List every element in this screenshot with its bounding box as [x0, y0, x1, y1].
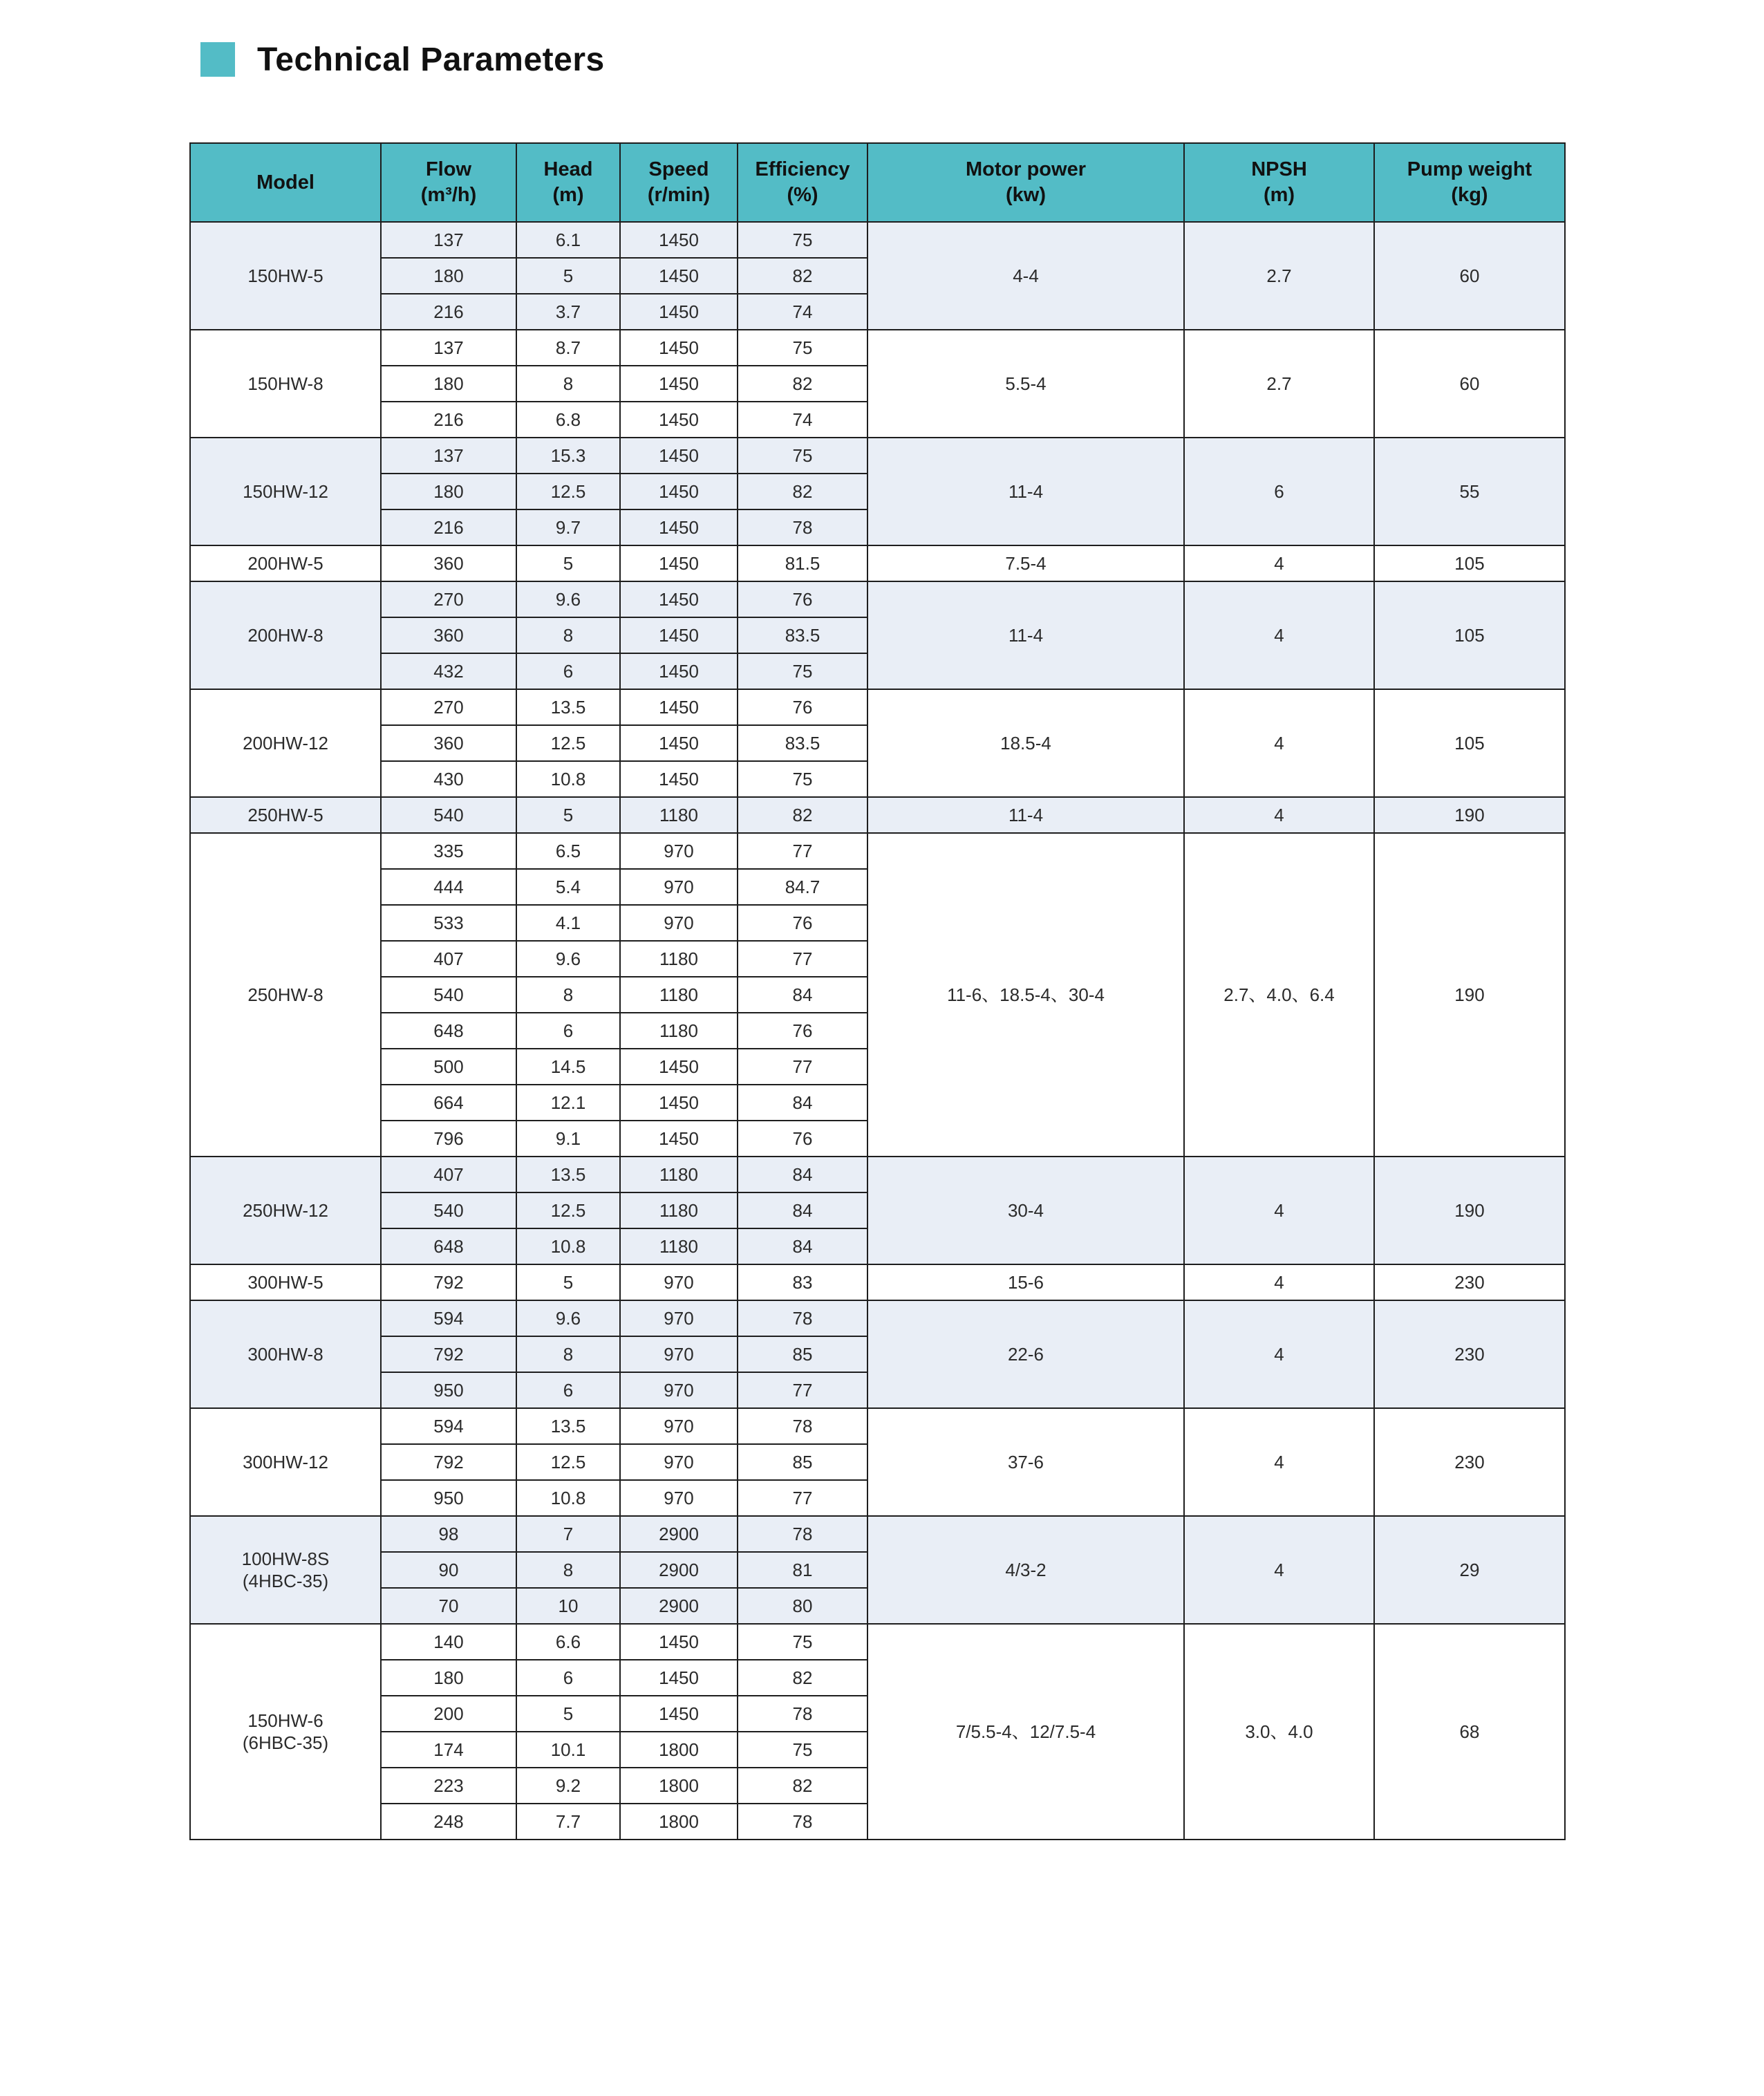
speed-cell: 1450 [620, 1121, 738, 1157]
speed-cell: 970 [620, 1372, 738, 1408]
speed-cell: 970 [620, 1336, 738, 1372]
head-cell: 8 [516, 1552, 620, 1588]
efficiency-cell: 84 [738, 977, 867, 1013]
speed-cell: 1180 [620, 1013, 738, 1049]
efficiency-cell: 76 [738, 1013, 867, 1049]
speed-cell: 1450 [620, 474, 738, 509]
efficiency-cell: 77 [738, 941, 867, 977]
pump-weight-cell: 230 [1374, 1264, 1565, 1300]
head-cell: 6 [516, 1013, 620, 1049]
model-name: 250HW-5 [247, 805, 323, 825]
model-alias: (4HBC-35) [242, 1571, 329, 1591]
model-name: 200HW-8 [247, 625, 323, 646]
model-name: 250HW-12 [243, 1200, 328, 1221]
head-cell: 9.1 [516, 1121, 620, 1157]
model-cell [190, 1157, 381, 1264]
head-cell: 15.3 [516, 438, 620, 474]
model-name: 300HW-12 [243, 1452, 328, 1472]
flow-cell: 180 [381, 366, 516, 402]
technical-parameters-table [189, 142, 1566, 1840]
efficiency-cell: 82 [738, 258, 867, 294]
speed-cell: 1450 [620, 509, 738, 545]
head-cell: 12.5 [516, 1444, 620, 1480]
head-cell: 5 [516, 545, 620, 581]
speed-cell: 1180 [620, 977, 738, 1013]
motor-power-cell: 11-4 [867, 581, 1184, 689]
head-cell: 6.8 [516, 402, 620, 438]
model-name: 150HW-5 [247, 265, 323, 286]
flow-cell: 792 [381, 1336, 516, 1372]
npsh-cell: 2.7 [1184, 330, 1374, 438]
npsh-cell: 4 [1184, 545, 1374, 581]
head-cell: 8 [516, 617, 620, 653]
model-cell [190, 1624, 381, 1840]
pump-weight-cell: 190 [1374, 797, 1565, 833]
speed-cell: 1450 [620, 761, 738, 797]
speed-cell: 1450 [620, 581, 738, 617]
head-cell: 8 [516, 1336, 620, 1372]
flow-cell: 200 [381, 1696, 516, 1732]
flow-cell: 796 [381, 1121, 516, 1157]
speed-cell: 1180 [620, 1192, 738, 1228]
head-cell: 5 [516, 1264, 620, 1300]
speed-cell: 1450 [620, 545, 738, 581]
table-row [190, 545, 1565, 581]
speed-cell: 1450 [620, 1660, 738, 1696]
speed-cell: 1450 [620, 366, 738, 402]
pump-weight-cell: 60 [1374, 330, 1565, 438]
table-row [190, 222, 1565, 258]
flow-cell: 792 [381, 1264, 516, 1300]
head-cell: 10.8 [516, 1480, 620, 1516]
model-name: 250HW-8 [247, 984, 323, 1005]
efficiency-cell: 75 [738, 1624, 867, 1660]
head-cell: 9.6 [516, 941, 620, 977]
speed-cell: 1450 [620, 222, 738, 258]
header-model: Model [190, 143, 381, 222]
page-header [200, 40, 605, 79]
head-cell: 9.6 [516, 581, 620, 617]
head-cell: 13.5 [516, 1408, 620, 1444]
head-cell: 8.7 [516, 330, 620, 366]
flow-cell: 500 [381, 1049, 516, 1085]
flow-cell: 216 [381, 294, 516, 330]
npsh-cell: 4 [1184, 1408, 1374, 1516]
speed-cell: 1450 [620, 438, 738, 474]
head-cell: 12.1 [516, 1085, 620, 1121]
efficiency-cell: 84 [738, 1228, 867, 1264]
model-name: 150HW-12 [243, 481, 328, 502]
model-name: 300HW-5 [247, 1272, 323, 1293]
efficiency-cell: 78 [738, 1804, 867, 1840]
model-cell [190, 545, 381, 581]
flow-cell: 407 [381, 941, 516, 977]
efficiency-cell: 84 [738, 1192, 867, 1228]
table-row [190, 1516, 1565, 1552]
table-row [190, 689, 1565, 725]
speed-cell: 970 [620, 1300, 738, 1336]
model-cell [190, 833, 381, 1157]
flow-cell: 335 [381, 833, 516, 869]
flow-cell: 70 [381, 1588, 516, 1624]
npsh-cell: 2.7、4.0、6.4 [1184, 833, 1374, 1157]
table-body [190, 222, 1565, 1840]
motor-power-cell: 11-4 [867, 797, 1184, 833]
efficiency-cell: 74 [738, 294, 867, 330]
efficiency-cell: 77 [738, 1480, 867, 1516]
head-cell: 12.5 [516, 725, 620, 761]
motor-power-cell: 5.5-4 [867, 330, 1184, 438]
efficiency-cell: 77 [738, 1049, 867, 1085]
efficiency-cell: 75 [738, 330, 867, 366]
efficiency-cell: 76 [738, 581, 867, 617]
speed-cell: 2900 [620, 1516, 738, 1552]
efficiency-cell: 77 [738, 1372, 867, 1408]
flow-cell: 594 [381, 1408, 516, 1444]
efficiency-cell: 78 [738, 1300, 867, 1336]
head-cell: 5 [516, 797, 620, 833]
flow-cell: 444 [381, 869, 516, 905]
model-cell [190, 689, 381, 797]
speed-cell: 1450 [620, 330, 738, 366]
head-cell: 4.1 [516, 905, 620, 941]
header-head: Head (m) [516, 143, 620, 222]
flow-cell: 594 [381, 1300, 516, 1336]
pump-weight-cell: 230 [1374, 1408, 1565, 1516]
head-cell: 10.8 [516, 1228, 620, 1264]
flow-cell: 360 [381, 617, 516, 653]
table-row [190, 330, 1565, 366]
flow-cell: 360 [381, 725, 516, 761]
pump-weight-cell: 190 [1374, 1157, 1565, 1264]
head-cell: 12.5 [516, 1192, 620, 1228]
speed-cell: 970 [620, 1408, 738, 1444]
head-cell: 9.2 [516, 1768, 620, 1804]
flow-cell: 270 [381, 581, 516, 617]
speed-cell: 2900 [620, 1552, 738, 1588]
efficiency-cell: 82 [738, 474, 867, 509]
head-cell: 6.1 [516, 222, 620, 258]
efficiency-cell: 75 [738, 653, 867, 689]
head-cell: 7.7 [516, 1804, 620, 1840]
flow-cell: 180 [381, 258, 516, 294]
page-title: Technical Parameters [257, 41, 605, 78]
flow-cell: 140 [381, 1624, 516, 1660]
flow-cell: 270 [381, 689, 516, 725]
table-row [190, 1264, 1565, 1300]
head-cell: 7 [516, 1516, 620, 1552]
efficiency-cell: 78 [738, 1408, 867, 1444]
model-alias: (6HBC-35) [242, 1732, 329, 1753]
model-cell [190, 438, 381, 545]
pump-weight-cell: 190 [1374, 833, 1565, 1157]
efficiency-cell: 74 [738, 402, 867, 438]
flow-cell: 648 [381, 1013, 516, 1049]
head-cell: 6 [516, 1660, 620, 1696]
speed-cell: 2900 [620, 1588, 738, 1624]
table-row [190, 797, 1565, 833]
speed-cell: 970 [620, 869, 738, 905]
motor-power-cell: 4-4 [867, 222, 1184, 330]
speed-cell: 1180 [620, 797, 738, 833]
model-cell [190, 1300, 381, 1408]
head-cell: 8 [516, 366, 620, 402]
npsh-cell: 4 [1184, 797, 1374, 833]
motor-power-cell: 7.5-4 [867, 545, 1184, 581]
efficiency-cell: 83 [738, 1264, 867, 1300]
motor-power-cell: 22-6 [867, 1300, 1184, 1408]
speed-cell: 1180 [620, 1157, 738, 1192]
head-cell: 9.7 [516, 509, 620, 545]
efficiency-cell: 76 [738, 905, 867, 941]
model-name: 200HW-12 [243, 733, 328, 754]
flow-cell: 533 [381, 905, 516, 941]
table-row [190, 1157, 1565, 1192]
efficiency-cell: 75 [738, 222, 867, 258]
flow-cell: 137 [381, 222, 516, 258]
motor-power-cell: 7/5.5-4、12/7.5-4 [867, 1624, 1184, 1840]
pump-weight-cell: 60 [1374, 222, 1565, 330]
efficiency-cell: 82 [738, 366, 867, 402]
table-row [190, 1408, 1565, 1444]
model-name: 150HW-6 [247, 1710, 323, 1731]
header-speed: Speed (r/min) [620, 143, 738, 222]
speed-cell: 1800 [620, 1804, 738, 1840]
flow-cell: 223 [381, 1768, 516, 1804]
head-cell: 6.5 [516, 833, 620, 869]
head-cell: 10.1 [516, 1732, 620, 1768]
flow-cell: 950 [381, 1372, 516, 1408]
model-cell [190, 581, 381, 689]
header-npsh: NPSH (m) [1184, 143, 1374, 222]
efficiency-cell: 75 [738, 438, 867, 474]
npsh-cell: 4 [1184, 1264, 1374, 1300]
efficiency-cell: 75 [738, 761, 867, 797]
flow-cell: 664 [381, 1085, 516, 1121]
pump-weight-cell: 55 [1374, 438, 1565, 545]
table-header-row [190, 143, 1565, 222]
title-marker-square [200, 42, 235, 77]
flow-cell: 180 [381, 1660, 516, 1696]
flow-cell: 248 [381, 1804, 516, 1840]
model-cell [190, 222, 381, 330]
npsh-cell: 3.0、4.0 [1184, 1624, 1374, 1840]
flow-cell: 407 [381, 1157, 516, 1192]
flow-cell: 430 [381, 761, 516, 797]
motor-power-cell: 4/3-2 [867, 1516, 1184, 1624]
speed-cell: 1450 [620, 1696, 738, 1732]
head-cell: 10 [516, 1588, 620, 1624]
table-row [190, 1624, 1565, 1660]
npsh-cell: 4 [1184, 1157, 1374, 1264]
head-cell: 10.8 [516, 761, 620, 797]
flow-cell: 98 [381, 1516, 516, 1552]
header-motor-power: Motor power (kw) [867, 143, 1184, 222]
head-cell: 6 [516, 653, 620, 689]
motor-power-cell: 37-6 [867, 1408, 1184, 1516]
speed-cell: 1800 [620, 1732, 738, 1768]
efficiency-cell: 77 [738, 833, 867, 869]
model-cell [190, 1408, 381, 1516]
pump-weight-cell: 230 [1374, 1300, 1565, 1408]
speed-cell: 1450 [620, 1624, 738, 1660]
motor-power-cell: 15-6 [867, 1264, 1184, 1300]
model-name: 300HW-8 [247, 1344, 323, 1365]
motor-power-cell: 30-4 [867, 1157, 1184, 1264]
efficiency-cell: 78 [738, 509, 867, 545]
efficiency-cell: 82 [738, 1768, 867, 1804]
efficiency-cell: 83.5 [738, 617, 867, 653]
speed-cell: 970 [620, 833, 738, 869]
pump-weight-cell: 68 [1374, 1624, 1565, 1840]
npsh-cell: 4 [1184, 1300, 1374, 1408]
table-row [190, 438, 1565, 474]
efficiency-cell: 80 [738, 1588, 867, 1624]
motor-power-cell: 18.5-4 [867, 689, 1184, 797]
head-cell: 8 [516, 977, 620, 1013]
flow-cell: 216 [381, 402, 516, 438]
efficiency-cell: 78 [738, 1516, 867, 1552]
model-name: 150HW-8 [247, 373, 323, 394]
efficiency-cell: 82 [738, 1660, 867, 1696]
flow-cell: 90 [381, 1552, 516, 1588]
efficiency-cell: 75 [738, 1732, 867, 1768]
efficiency-cell: 82 [738, 797, 867, 833]
model-name: 100HW-8S [241, 1548, 330, 1569]
flow-cell: 216 [381, 509, 516, 545]
head-cell: 5.4 [516, 869, 620, 905]
head-cell: 5 [516, 258, 620, 294]
speed-cell: 1180 [620, 941, 738, 977]
header-flow: Flow (m³/h) [381, 143, 516, 222]
npsh-cell: 4 [1184, 689, 1374, 797]
flow-cell: 540 [381, 1192, 516, 1228]
head-cell: 13.5 [516, 689, 620, 725]
speed-cell: 1450 [620, 653, 738, 689]
head-cell: 5 [516, 1696, 620, 1732]
flow-cell: 174 [381, 1732, 516, 1768]
head-cell: 14.5 [516, 1049, 620, 1085]
speed-cell: 1800 [620, 1768, 738, 1804]
flow-cell: 540 [381, 797, 516, 833]
flow-cell: 180 [381, 474, 516, 509]
head-cell: 6 [516, 1372, 620, 1408]
speed-cell: 1450 [620, 689, 738, 725]
head-cell: 13.5 [516, 1157, 620, 1192]
table-row [190, 833, 1565, 869]
pump-weight-cell: 105 [1374, 689, 1565, 797]
flow-cell: 540 [381, 977, 516, 1013]
speed-cell: 970 [620, 1480, 738, 1516]
header-pump-weight: Pump weight (kg) [1374, 143, 1565, 222]
speed-cell: 1450 [620, 1049, 738, 1085]
efficiency-cell: 84 [738, 1085, 867, 1121]
npsh-cell: 6 [1184, 438, 1374, 545]
flow-cell: 950 [381, 1480, 516, 1516]
speed-cell: 970 [620, 1264, 738, 1300]
flow-cell: 432 [381, 653, 516, 689]
speed-cell: 1180 [620, 1228, 738, 1264]
flow-cell: 137 [381, 330, 516, 366]
speed-cell: 1450 [620, 294, 738, 330]
efficiency-cell: 81.5 [738, 545, 867, 581]
speed-cell: 970 [620, 1444, 738, 1480]
model-cell [190, 797, 381, 833]
efficiency-cell: 83.5 [738, 725, 867, 761]
pump-weight-cell: 105 [1374, 545, 1565, 581]
table-row [190, 1300, 1565, 1336]
speed-cell: 1450 [620, 617, 738, 653]
head-cell: 3.7 [516, 294, 620, 330]
efficiency-cell: 85 [738, 1336, 867, 1372]
pump-weight-cell: 29 [1374, 1516, 1565, 1624]
npsh-cell: 2.7 [1184, 222, 1374, 330]
flow-cell: 648 [381, 1228, 516, 1264]
efficiency-cell: 76 [738, 689, 867, 725]
npsh-cell: 4 [1184, 1516, 1374, 1624]
speed-cell: 1450 [620, 1085, 738, 1121]
motor-power-cell: 11-6、18.5-4、30-4 [867, 833, 1184, 1157]
efficiency-cell: 81 [738, 1552, 867, 1588]
model-cell [190, 1264, 381, 1300]
head-cell: 12.5 [516, 474, 620, 509]
efficiency-cell: 85 [738, 1444, 867, 1480]
table-row [190, 581, 1565, 617]
speed-cell: 1450 [620, 258, 738, 294]
model-cell [190, 1516, 381, 1624]
speed-cell: 1450 [620, 402, 738, 438]
flow-cell: 792 [381, 1444, 516, 1480]
flow-cell: 137 [381, 438, 516, 474]
efficiency-cell: 78 [738, 1696, 867, 1732]
npsh-cell: 4 [1184, 581, 1374, 689]
header-efficiency: Efficiency (%) [738, 143, 867, 222]
flow-cell: 360 [381, 545, 516, 581]
motor-power-cell: 11-4 [867, 438, 1184, 545]
speed-cell: 1450 [620, 725, 738, 761]
efficiency-cell: 84 [738, 1157, 867, 1192]
head-cell: 6.6 [516, 1624, 620, 1660]
model-name: 200HW-5 [247, 553, 323, 574]
model-cell [190, 330, 381, 438]
efficiency-cell: 76 [738, 1121, 867, 1157]
pump-weight-cell: 105 [1374, 581, 1565, 689]
speed-cell: 970 [620, 905, 738, 941]
head-cell: 9.6 [516, 1300, 620, 1336]
efficiency-cell: 84.7 [738, 869, 867, 905]
